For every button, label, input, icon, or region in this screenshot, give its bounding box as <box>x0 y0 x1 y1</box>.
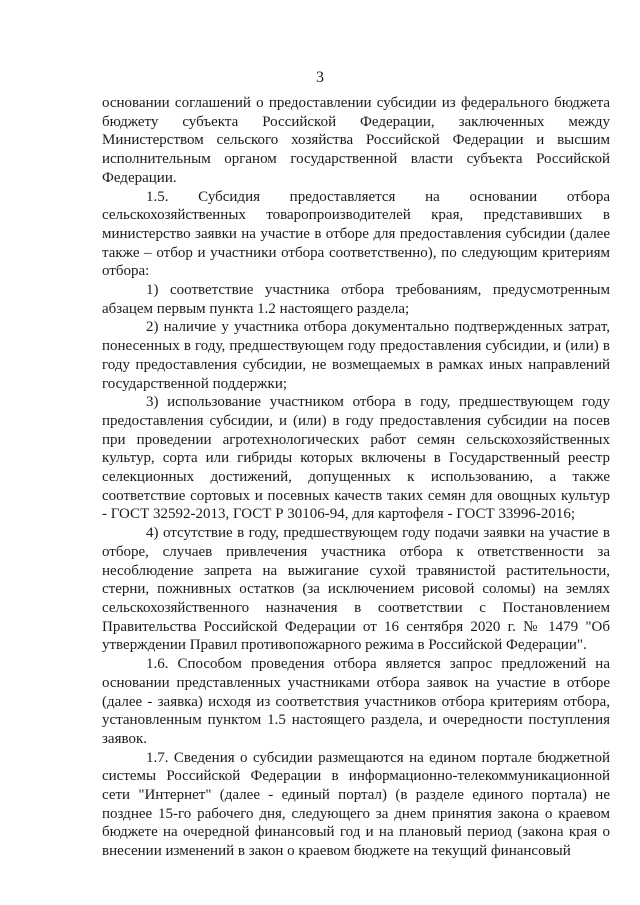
paragraph-1-5: 1.5. Субсидия предоставляется на основании отбора сельскохозяйственных товаропроизводителей края, представивших в министерство заявки на участие в отборе для предоставления субсидии (далее также – отбор и участники отбора соответственно), по следующим критериям отбора: <box>102 188 610 280</box>
criterion-2: 2) наличие у участника отбора документально подтвержденных затрат, понесенных в году, предшествующем году предоставления субсидии, и (или) в году предоставления субсидии, не возмещаемых в рамках иных направлений государственной поддержки; <box>102 319 610 392</box>
paragraph-1-6: 1.6. Способом проведения отбора является запрос предложений на основании представленных участниками отбора заявок на участие в отборе (далее - заявка) исходя из соответствия участников отбора критериям отбора, установленным пунктом 1.5 настоящего раздела, и очередности поступления заявок. <box>102 656 610 747</box>
paragraph-1-7: 1.7. Сведения о субсидии размещаются на едином портале бюджетной системы Российской Федерации в информационно-телекоммуникационной сети "Интернет" (далее - единый портал) (в разделе единого портала) не позднее 15-го рабочего дня, следующего за днем принятия закона о краевом бюджете на очередной финансовый год и на плановый период (закона края о внесении изменений в закон о краевом бюджете на текущий финансовый <box>102 749 610 860</box>
page-number: 3 <box>316 69 324 86</box>
document-body <box>102 94 610 861</box>
criterion-1: 1) соответствие участника отбора требованиям, предусмотренным абзацем первым пункта 1.2 настоящего раздела; <box>102 282 610 317</box>
criterion-3: 3) использование участником отбора в году, предшествующем году предоставления субсидии, и (или) в году предоставления субсидии на посев при проведении агротехнологических работ семян сельскохозяйственных культур, сорта или гибриды которых включены в Государственный реестр селекционных достижений, допущенных к использованию, а также соответствие сортовых и посевных качеств таких семян для овощных культур - ГОСТ 32592-2013, ГОСТ Р 30106-94, для картофеля - ГОСТ 33996-2016; <box>102 394 610 523</box>
criterion-4: 4) отсутствие в году, предшествующем году подачи заявки на участие в отборе, случаев привлечения участника отбора к ответственности за несоблюдение запрета на выжигание сухой травянистой растительности, стерни, пожнивных остатков (за исключением рисовой соломы) на землях сельскохозяйственного назначения в соответствии с Постановлением Правительства Российской Федерации от 16 сентября 2020 г. № 1479 "Об утверждении Правил противопожарного режима в Российской Федерации". <box>102 525 610 654</box>
paragraph-continuation: основании соглашений о предоставлении субсидии из федерального бюджета бюджету субъекта Российской Федерации, заключенных между Министерством сельского хозяйства Российской Федерации и высшим исполнительным органом государственной власти субъекта Российской Федерации. <box>102 95 610 186</box>
